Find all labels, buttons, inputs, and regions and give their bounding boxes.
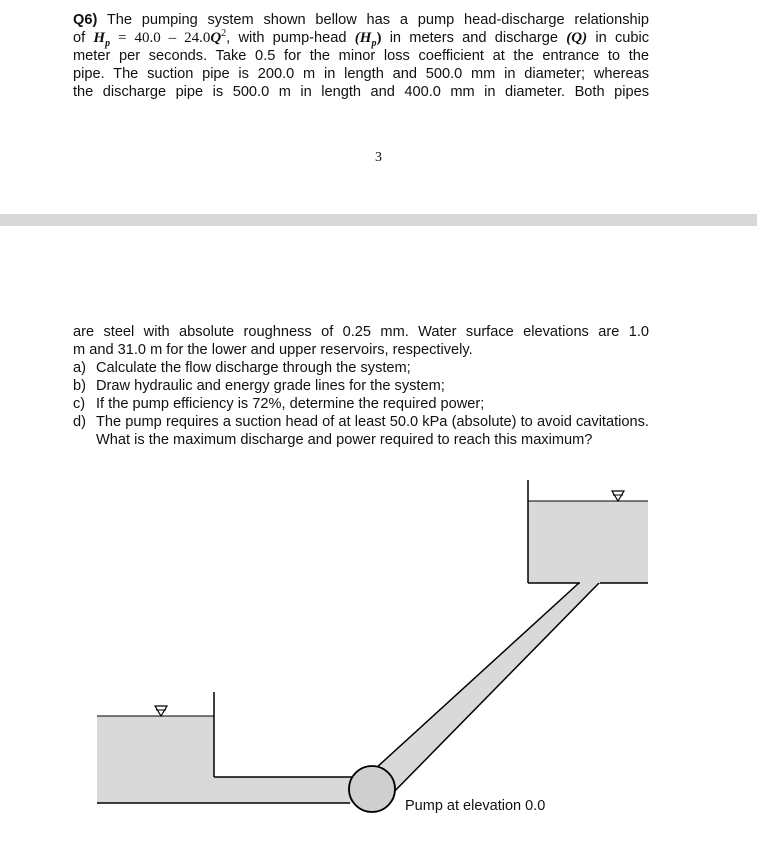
- item-text: The pump requires a suction head of at least 50.0 kPa (absolute) to avoid cavitations. What is the maximum discharge and power required to reach this maximum?: [96, 414, 649, 448]
- text-in-cubic: in cubic: [595, 30, 650, 46]
- item-marker: d): [73, 414, 86, 430]
- hp-paren: (H: [354, 30, 372, 46]
- document-page-1: [0, 0, 757, 214]
- item-marker: c): [73, 396, 86, 412]
- question-intro-text: The pumping system shown bellow has a pump head-discharge relationship: [106, 12, 649, 28]
- hp-paren-close: ): [376, 30, 382, 46]
- continuation-line-2: m and 31.0 m for the lower and upper reservoirs, respectively.: [73, 342, 473, 358]
- q-paren: (Q): [566, 30, 588, 46]
- question-line-2: of $H_p = 40.0 - 24.0Q^2$, with pump-head $(H_p)$ in meters and discharge (Q) in cubic: [73, 28, 650, 49]
- eq-q-var: Q: [210, 30, 222, 46]
- text-with-pump-head: with pump-head: [238, 30, 347, 46]
- item-text: Draw hydraulic and energy grade lines for the system;: [96, 378, 445, 394]
- hp-symbol: [354, 30, 382, 49]
- page-divider: [0, 214, 757, 226]
- continuation-line-1: are steel with absolute roughness of 0.25 mm. Water surface elevations are 1.0: [73, 324, 649, 340]
- pump-system-figure: [0, 226, 757, 841]
- discharge-pipe: [364, 582, 600, 800]
- question-line-5: the discharge pipe is 500.0 m in length and 400.0 mm in diameter. Both pipes: [73, 84, 649, 100]
- item-marker: a): [73, 360, 86, 376]
- discharge-pipe-lower-edge: [386, 582, 600, 800]
- text-meters-discharge: in meters and discharge: [389, 30, 559, 46]
- word-of: of: [73, 30, 86, 46]
- item-text: If the pump efficiency is 72%, determine the required power;: [96, 396, 485, 412]
- question-line-4: pipe. The suction pipe is 200.0 m in length and 500.0 mm in diameter; whereas: [73, 66, 649, 82]
- eq-hp-var: H: [93, 30, 106, 46]
- discharge-pipe-upper-edge: [364, 582, 580, 779]
- document-page-2: [0, 226, 757, 841]
- eq-rhs: = 40.0 – 24.0: [118, 30, 211, 46]
- pump-label: Pump at elevation 0.0: [405, 798, 546, 814]
- upper-reservoir-water: [528, 501, 648, 583]
- eq-q-sup: 2: [221, 28, 227, 39]
- question-line-3: meter per seconds. Take 0.5 for the minor loss coefficient at the entrance to the: [73, 48, 649, 64]
- head-discharge-equation: [93, 28, 227, 49]
- question-paragraph: [73, 11, 649, 101]
- upper-water-level-icon: [612, 491, 624, 501]
- pump-icon: [349, 766, 395, 812]
- item-text: Calculate the flow discharge through the system;: [96, 360, 411, 376]
- eq-hp-sub: p: [105, 38, 111, 49]
- suction-pipe: [97, 777, 377, 803]
- q-symbol: [566, 30, 587, 46]
- hp-paren-sub: p: [371, 38, 377, 49]
- question-label: Q6): [73, 12, 98, 28]
- item-marker: b): [73, 378, 86, 394]
- question-line-1: [73, 11, 649, 29]
- lower-water-level-icon: [155, 706, 167, 716]
- page-number: 3: [375, 150, 382, 165]
